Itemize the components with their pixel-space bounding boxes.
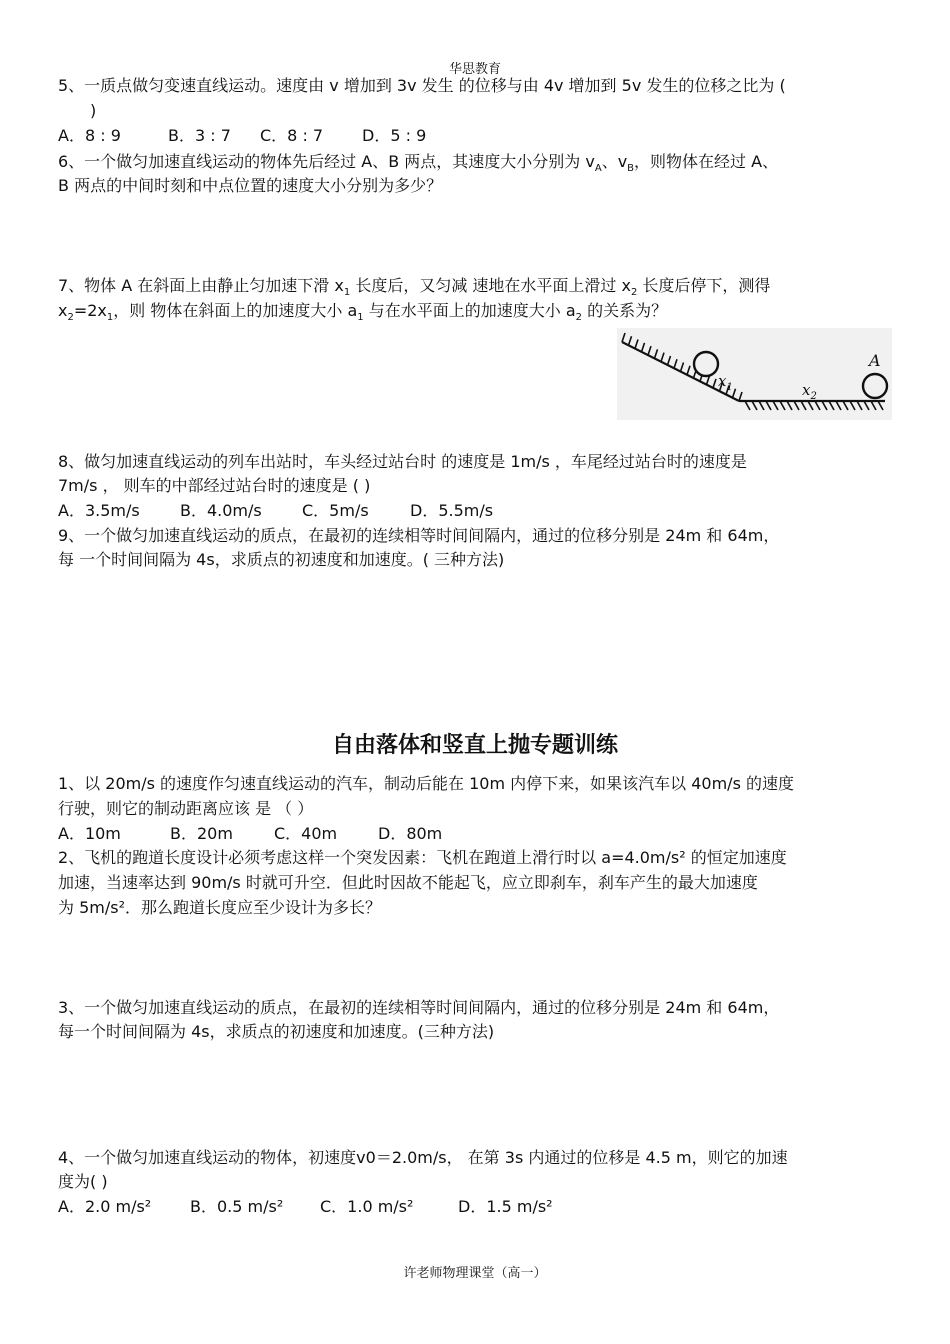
hatch-mark	[773, 401, 778, 410]
hatch-mark	[864, 401, 869, 410]
q8-option-a: A．3.5m/s	[58, 501, 140, 520]
hatch-mark	[668, 356, 671, 365]
q7-text-a: 7、物体 A 在斜面上由静止匀加速下滑 x	[58, 276, 344, 295]
q7-sub-2: 2	[630, 287, 638, 298]
q7-sub-6: 2	[575, 312, 582, 323]
hatch-mark	[794, 401, 799, 410]
s3-line1: 3、一个做匀加速直线运动的质点，在最初的连续相等时间间隔内，通过的位移分别是 24m 和 64m，	[58, 998, 780, 1017]
hatch-mark	[752, 401, 757, 410]
hatch-mark	[808, 401, 813, 410]
hatch-mark	[687, 366, 690, 375]
hatch-mark	[836, 401, 841, 410]
hatch-mark	[857, 401, 862, 410]
s1-option-a: A．10m	[58, 824, 121, 843]
hatch-mark	[739, 392, 742, 401]
q8-option-b: B．4.0m/s	[180, 501, 262, 520]
s1-option-c: C．40m	[274, 824, 338, 843]
s1-line2: 行驶，则它的制动距离应该 是 （ ）	[58, 799, 314, 818]
s4-options	[58, 1197, 553, 1217]
hatch-mark	[801, 401, 806, 410]
q5-option-d: D．5 : 9	[362, 126, 427, 145]
hatch-mark	[759, 401, 764, 410]
q6-text-c: ，则物体在经过 A、	[634, 152, 779, 171]
label-x2: $x_2$	[802, 381, 817, 402]
s2-line2: 加速，当速率达到 90m/s 时就可升空．但此时因故不能起飞，应立即刹车，刹车产生的最大加速度	[58, 873, 758, 892]
hatch-mark	[635, 340, 638, 349]
s4-option-a: A．2.0 m/s²	[58, 1197, 152, 1216]
s1-option-d: D．80m	[378, 824, 443, 843]
q7-text-c: 长度后停下，测得	[637, 276, 771, 295]
q6-sub-b: B	[627, 163, 635, 174]
q8-option-d: D．5.5m/s	[410, 501, 494, 520]
q7-text-b: 长度后，又匀减 速地在水平面上滑过 x	[350, 276, 631, 295]
hatch-mark	[674, 359, 677, 368]
s1-options	[58, 824, 442, 844]
q7-text-h: 的关系为？	[582, 301, 668, 320]
q7-sub-1: 1	[343, 287, 351, 298]
q8-line2: 7m/s ， 则车的中部经过站台时的速度是 ( )	[58, 476, 371, 495]
q5-option-a: A．8 : 9	[58, 126, 121, 145]
q5-option-b: B．3 : 7	[168, 126, 231, 145]
q5-line1: 5、一质点做匀变速直线运动。速度由 v 增加到 3v 发生 的位移与由 4v 增加到 5v 发生的位移之比为 (	[58, 76, 786, 95]
label-a: A	[869, 351, 881, 370]
hatch-mark	[622, 333, 625, 342]
q6-line2: B 两点的中间时刻和中点位置的速度大小分别为多少？	[58, 176, 443, 195]
label-x1: $x_1$	[718, 372, 733, 393]
q7-text-e: =2x	[73, 301, 107, 320]
hatch-mark	[780, 401, 785, 410]
s2-line1: 2、飞机的跑道长度设计必须考虑这样一个突发因素：飞机在跑道上滑行时以 a=4.0m/s² 的恒定加速度	[58, 848, 787, 867]
ball-a	[863, 374, 887, 398]
s2-line3: 为 5m/s²．那么跑道长度应至少设计为多长？	[58, 898, 381, 917]
s3-line2: 每一个时间间隔为 4s，求质点的初速度和加速度。(三种方法)	[58, 1022, 495, 1041]
hatch-mark	[850, 401, 855, 410]
q7-sub-5: 1	[357, 312, 364, 323]
hatch-mark	[815, 401, 820, 410]
s1-option-b: B．20m	[170, 824, 233, 843]
q7-sub-3: 2	[67, 312, 74, 323]
section-title: 自由落体和竖直上抛专题训练	[331, 733, 618, 758]
s4-option-c: C．1.0 m/s²	[320, 1197, 414, 1216]
q7-line2	[58, 301, 667, 328]
hatch-mark	[822, 401, 827, 410]
ball-on-incline	[694, 352, 718, 376]
hatch-mark	[655, 349, 658, 358]
incline-hatching	[622, 333, 742, 401]
q5-line2: )	[90, 101, 97, 120]
hatch-mark	[878, 401, 883, 410]
hatch-mark	[871, 401, 876, 410]
q6-text-a: 6、一个做匀加速直线运动的物体先后经过 A、B 两点，其速度大小分别为 v	[58, 152, 595, 171]
s4-line2: 度为( )	[58, 1172, 108, 1191]
q6-line1	[58, 152, 778, 179]
page-header: 华思教育	[448, 62, 501, 77]
s4-option-d: D．1.5 m/s²	[458, 1197, 553, 1216]
hatch-mark	[745, 401, 750, 410]
q9-line2: 每 一个时间间隔为 4s，求质点的初速度和加速度。( 三种方法)	[58, 550, 505, 569]
hatch-mark	[829, 401, 834, 410]
incline-diagram	[617, 328, 892, 420]
q8-line1: 8、做匀加速直线运动的列车出站时，车头经过站台时 的速度是 1m/s ，车尾经过站台时的速度是	[58, 452, 747, 471]
hatch-mark	[642, 343, 645, 352]
q7-sub-4: 1	[106, 312, 114, 323]
q5-option-c: C．8 : 7	[260, 126, 324, 145]
q5-options	[58, 126, 426, 146]
s4-line1: 4、一个做匀加速直线运动的物体，初速度v0＝2.0m/s， 在第 3s 内通过的位移是 4.5 m，则它的加速	[58, 1148, 788, 1167]
q8-option-c: C．5m/s	[302, 501, 369, 520]
q6-sub-a: A	[594, 163, 602, 174]
q7-text-f: ，则 物体在斜面上的加速度大小 a	[113, 301, 358, 320]
q7-text-g: 与在水平面上的加速度大小 a	[363, 301, 576, 320]
hatch-mark	[681, 363, 684, 372]
hatch-mark	[843, 401, 848, 410]
hatch-mark	[648, 346, 651, 355]
ground-hatching	[745, 401, 883, 410]
s4-option-b: B．0.5 m/s²	[190, 1197, 284, 1216]
q7-line1	[58, 276, 770, 303]
q8-options	[58, 501, 493, 521]
hatch-mark	[713, 379, 716, 388]
hatch-mark	[661, 353, 664, 362]
incline-figure	[617, 328, 892, 420]
q6-text-b: 、v	[601, 152, 628, 171]
s1-line1: 1、以 20m/s 的速度作匀速直线运动的汽车，制动后能在 10m 内停下来，如果该汽车以 40m/s 的速度	[58, 774, 794, 793]
hatch-mark	[733, 389, 736, 398]
q7-text-d: x	[58, 301, 68, 320]
hatch-mark	[787, 401, 792, 410]
hatch-mark	[766, 401, 771, 410]
q9-line1: 9、一个做匀加速直线运动的质点，在最初的连续相等时间间隔内，通过的位移分别是 24m 和 64m，	[58, 526, 780, 545]
page-footer: 许老师物理课堂（高一）	[403, 1266, 547, 1281]
hatch-mark	[629, 336, 632, 345]
